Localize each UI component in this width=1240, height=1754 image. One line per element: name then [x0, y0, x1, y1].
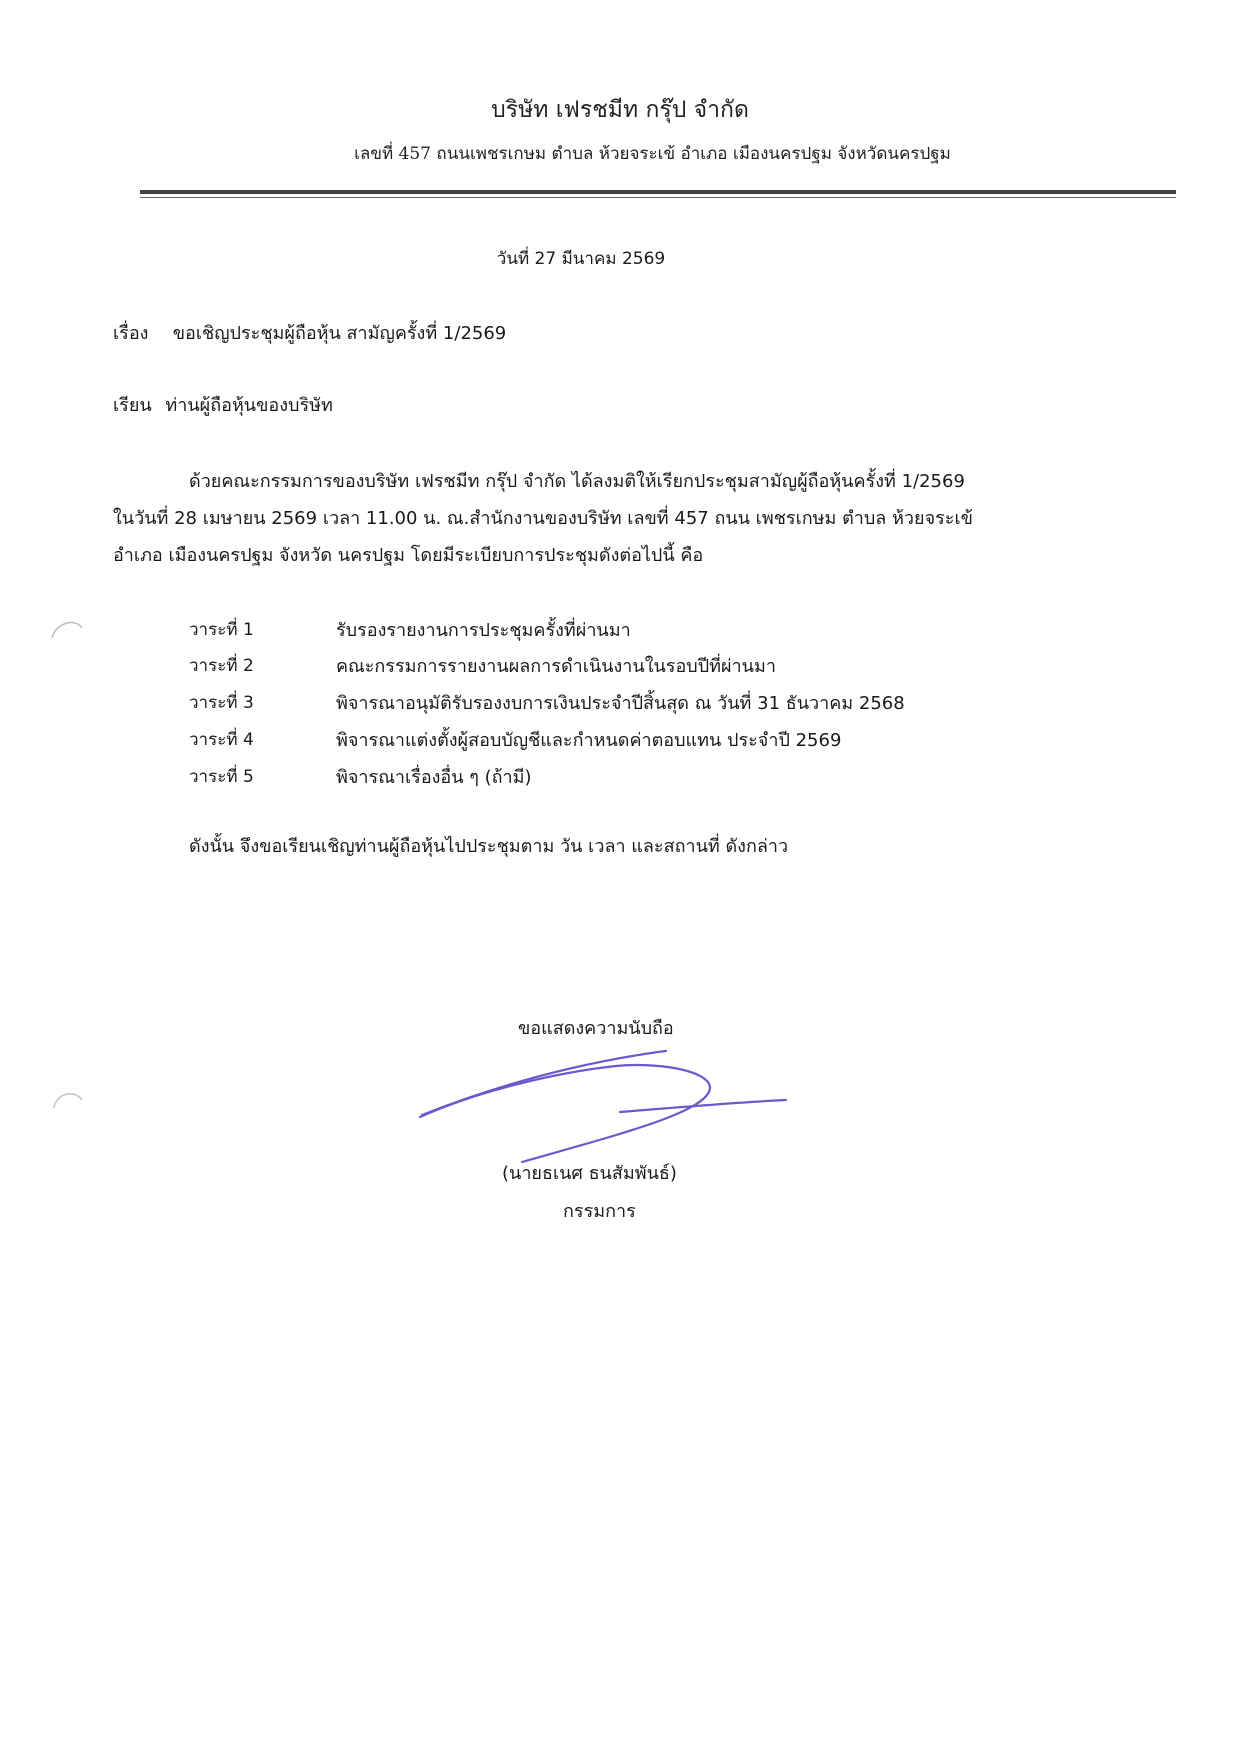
agenda-item-number: วาระที่ 4 — [189, 730, 254, 750]
agenda-item-text: พิจารณาเรื่องอื่น ๆ (ถ้ามี) — [336, 767, 532, 788]
body-line-1: ด้วยคณะกรรมการของบริษัท เฟรชมีท กรุ๊ป จำกัด ได้ลงมติให้เรียกประชุมสามัญผู้ถือหุ้นครั้งที่ 1/2569 — [189, 471, 965, 492]
body-line-3: อำเภอ เมืองนครปฐม จังหวัด นครปฐม โดยมีระเบียบการประชุมดังต่อไปนี้ คือ — [113, 545, 704, 566]
signature-stroke — [420, 1065, 710, 1162]
agenda-item-text: รับรองรายงานการประชุมครั้งที่ผ่านมา — [336, 620, 631, 641]
regards-text: ขอแสดงความนับถือ — [518, 1018, 674, 1039]
signer-title: กรรมการ — [563, 1201, 636, 1222]
salutation-line — [113, 390, 333, 419]
signer-name: (นายธเนศ ธนสัมพันธ์) — [502, 1163, 677, 1184]
header-divider-thin — [140, 197, 1176, 198]
header-divider — [140, 190, 1176, 194]
agenda-item-text: พิจารณาแต่งตั้งผู้สอบบัญชีและกำหนดค่าตอบแทน ประจำปี 2569 — [336, 730, 842, 751]
subject-line — [113, 318, 506, 347]
company-address: เลขที่ 457 ถนนเพชรเกษม ตำบล ห้วยจระเข้ อำเภอ เมืองนครปฐม จังหวัดนครปฐม — [354, 144, 951, 164]
salutation-label: เรียน — [113, 395, 152, 416]
punch-hole-mark — [48, 612, 88, 642]
agenda-item-number: วาระที่ 3 — [189, 693, 254, 713]
agenda-item-number: วาระที่ 5 — [189, 767, 254, 787]
agenda-item-text: คณะกรรมการรายงานผลการดำเนินงานในรอบปีที่ผ่านมา — [336, 656, 776, 677]
body-line-2: ในวันที่ 28 เมษายน 2569 เวลา 11.00 น. ณ.สำนักงานของบริษัท เลขที่ 457 ถนน เพชรเกษม ตำบล ห้วยจระเข้ — [113, 508, 973, 529]
agenda-item-number: วาระที่ 1 — [189, 620, 254, 640]
salutation-text: ท่านผู้ถือหุ้นของบริษัท — [165, 395, 333, 416]
punch-hole-mark — [48, 1082, 88, 1112]
signature-stroke — [620, 1100, 786, 1112]
agenda-item-number: วาระที่ 2 — [189, 656, 254, 676]
company-name: บริษัท เฟรชมีท กรุ๊ป จำกัด — [491, 97, 749, 123]
subject-text: ขอเชิญประชุมผู้ถือหุ้น สามัญครั้งที่ 1/2569 — [172, 323, 507, 344]
agenda-item-text: พิจารณาอนุมัติรับรองงบการเงินประจำปีสิ้นสุด ณ วันที่ 31 ธันวาคม 2568 — [336, 693, 905, 714]
signature-stroke — [422, 1051, 666, 1115]
letter-date: วันที่ 27 มีนาคม 2569 — [496, 249, 666, 269]
subject-label: เรื่อง — [113, 323, 149, 344]
closing-line: ดังนั้น จึงขอเรียนเชิญท่านผู้ถือหุ้นไปประชุมตาม วัน เวลา และสถานที่ ดังกล่าว — [189, 836, 789, 857]
